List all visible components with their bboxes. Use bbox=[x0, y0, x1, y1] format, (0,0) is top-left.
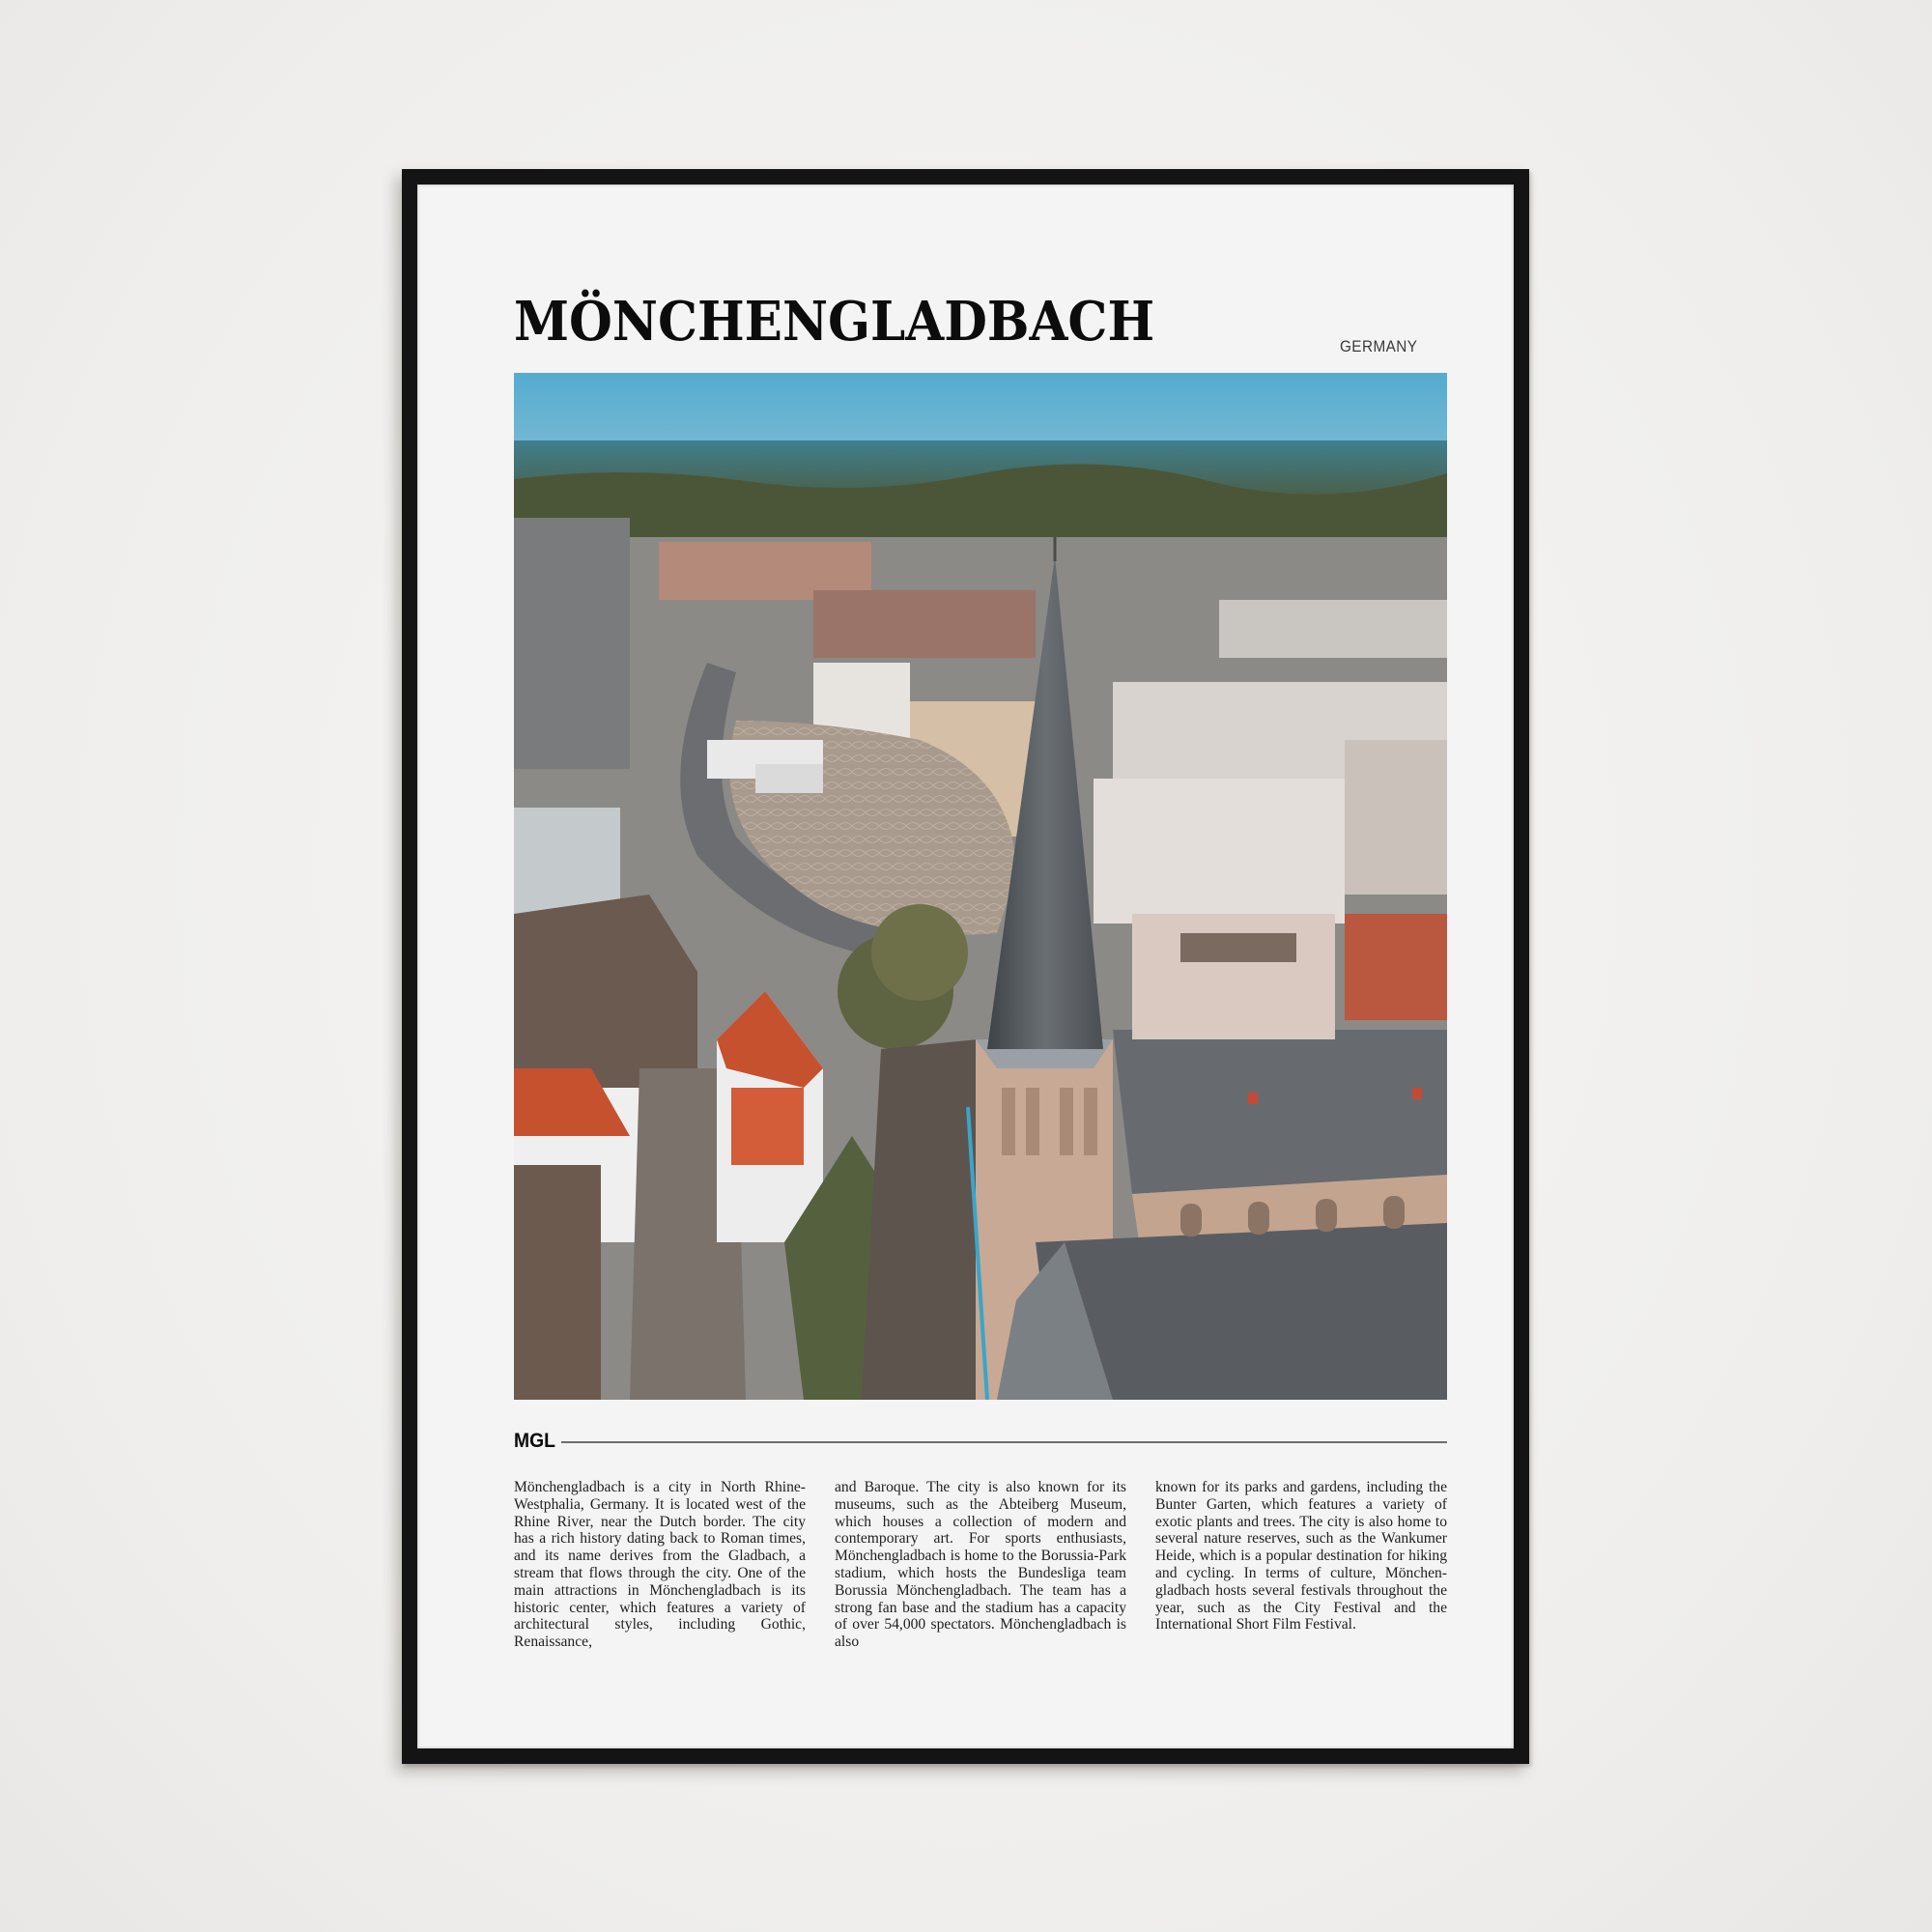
city-title: MÖNCHENGLADBACH bbox=[514, 290, 1155, 354]
description-column-1: Mönchengladbach is a city in North Rhine-Westphalia, Germany. It is located west of the Rhine River, near the Dutch border. The city has a rich history dating back to Roman times, and its name derives from the Gladbach, a stream that flows through the city. One of the main attractions in Mönchengladbach is its historic center, which features a variety of architectural styles, including Gothic, Renaissance, bbox=[514, 1479, 806, 1651]
description-column-3: known for its parks and gardens, including the Bunter Garten, which features a variety of exotic plants and trees. The city is also home to several nature reserves, such as the Wankumer Heide, which is a popular destination for hiking and cycling. In terms of culture, Mönchengladbach hosts several festivals throughout the year, such as the City Festival and the International Short Film Festival. bbox=[1155, 1479, 1447, 1634]
poster-mat bbox=[417, 185, 1514, 1748]
divider-line bbox=[561, 1441, 1447, 1443]
poster-frame bbox=[402, 169, 1529, 1764]
city-photo bbox=[514, 373, 1447, 1400]
aerial-city-image bbox=[514, 373, 1447, 1400]
code-divider-row bbox=[514, 1427, 1447, 1456]
city-code: MGL bbox=[514, 1430, 555, 1452]
description-column-2: and Baroque. The city is also known for its museums, such as the Abteiberg Museum, which houses a collection of modern and contemporary art. For sports enthusiasts, Mönchengladbach is home to the Borussia-Park stadium, which hosts the Bundesliga team Borussia Mönchengladbach. The team has a strong fan base and the stadium has a capacity of over 54,000 spectators. Mönchengladbach is also bbox=[835, 1479, 1126, 1651]
description-columns bbox=[514, 1479, 1447, 1651]
country-label: GERMANY bbox=[1339, 337, 1417, 355]
